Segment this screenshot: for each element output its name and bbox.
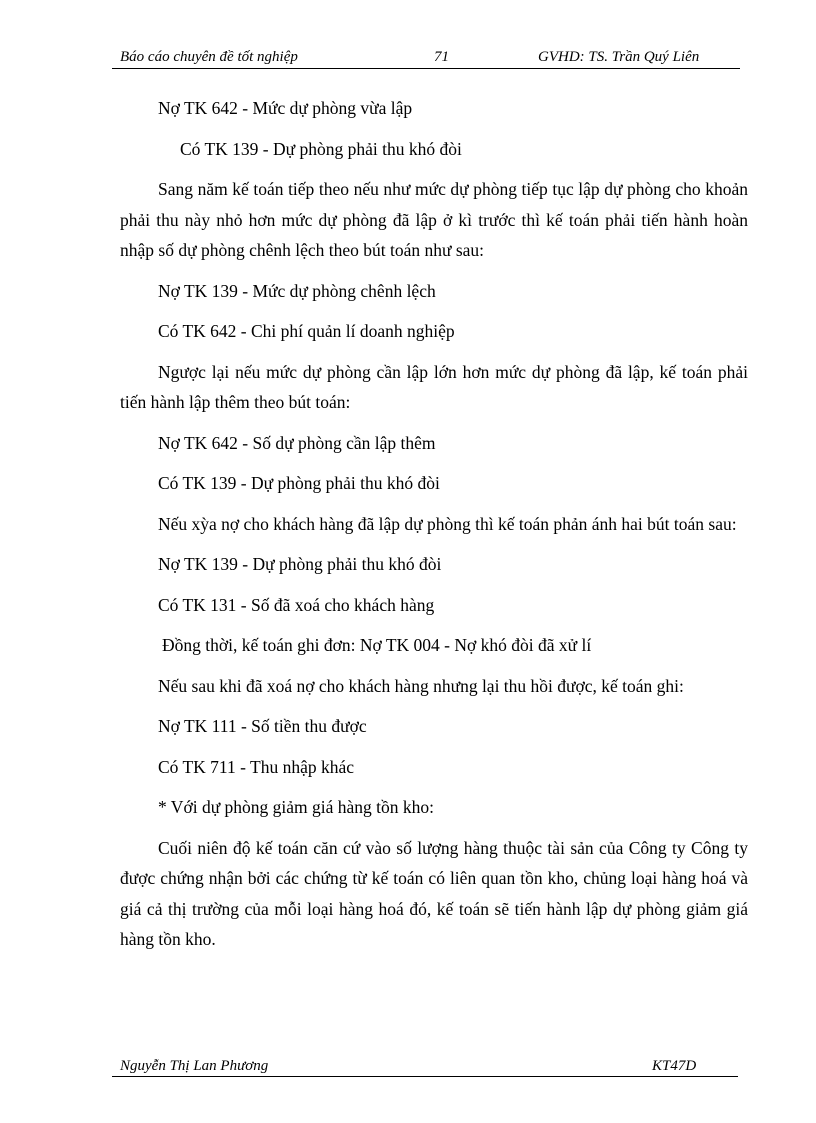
entry-credit-139-additional: Có TK 139 - Dự phòng phải thu khó đòi (158, 473, 440, 493)
header-page-number: 71 (434, 49, 449, 65)
entry-credit-642: Có TK 642 - Chi phí quản lí doanh nghiệp (158, 321, 455, 341)
entry-debit-111: Nợ TK 111 - Số tiền thu được (158, 716, 367, 736)
page-footer (112, 1058, 738, 1077)
footer-author: Nguyễn Thị Lan Phương (120, 1058, 269, 1074)
paragraph-write-off: Nếu xỳa nợ cho khách hàng đã lập dự phòng thì kế toán phản ánh hai bút toán sau: (158, 513, 737, 534)
paragraph-additional: Ngược lại nếu mức dự phòng cần lập lớn hơn mức dự phòng đã lập, kế toán phải tiến hành lập thêm theo bút toán: (120, 361, 748, 412)
entry-debit-139-write-off: Nợ TK 139 - Dự phòng phải thu khó đòi (158, 554, 442, 574)
paragraph-inventory: Cuối niên độ kế toán căn cứ vào số lượng hàng thuộc tài sản của Công ty Công ty được chứng nhận bởi các chứng từ kế toán có liên quan tồn kho, chủng loại hàng hoá và giá cả thị trường của mỗi loại hàng hoá đó, kế toán sẽ tiến hành lập dự phòng giảm giá hàng tồn kho. (120, 837, 748, 949)
header-advisor: GVHD: TS. Trần Quý Liên (538, 49, 700, 65)
entry-debit-642: Nợ TK 642 - Mức dự phòng vừa lập (158, 98, 413, 118)
entry-credit-711: Có TK 711 - Thu nhập khác (158, 756, 355, 777)
entry-credit-131: Có TK 131 - Số đã xoá cho khách hàng (158, 594, 435, 615)
entry-debit-642-additional: Nợ TK 642 - Số dự phòng cần lập thêm (158, 432, 436, 453)
entry-debit-139: Nợ TK 139 - Mức dự phòng chênh lệch (158, 280, 436, 301)
footer-class-code: KT47D (652, 1058, 697, 1074)
paragraph-reversal: Sang năm kế toán tiếp theo nếu như mức dự phòng tiếp tục lập dự phòng cho khoản phải thu này nhỏ hơn mức dự phòng đã lập ở kì trước thì kế toán phải tiến hành hoàn nhập số dự phòng chênh lệch theo bút toán như sau: (120, 179, 748, 260)
section-inventory-provision: * Với dự phòng giảm giá hàng tồn kho: (158, 797, 435, 817)
entry-single-004: Đồng thời, kế toán ghi đơn: Nợ TK 004 - Nợ khó đòi đã xử lí (162, 635, 592, 655)
paragraph-recovery: Nếu sau khi đã xoá nợ cho khách hàng nhưng lại thu hồi được, kế toán ghi: (158, 675, 684, 696)
entry-credit-139: Có TK 139 - Dự phòng phải thu khó đòi (180, 138, 462, 159)
page-header (112, 48, 740, 69)
header-title: Báo cáo chuyên đề tốt nghiệp (120, 49, 298, 65)
document-body (120, 93, 748, 965)
